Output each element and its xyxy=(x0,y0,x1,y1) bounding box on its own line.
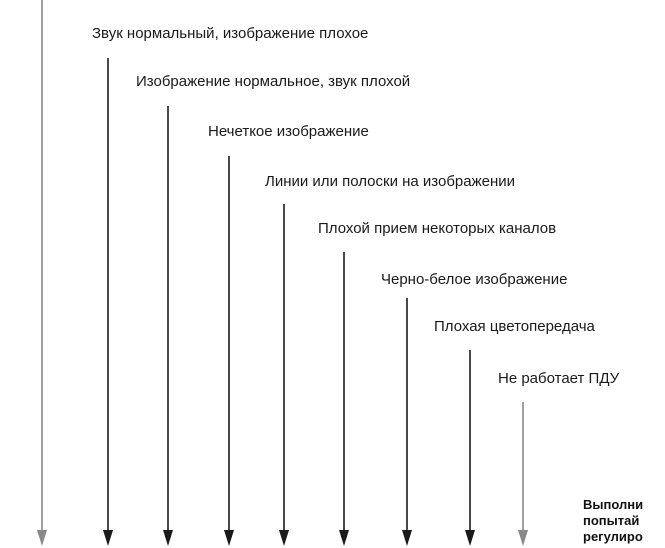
arrow-0 xyxy=(37,0,47,546)
instruction-note-line-2: попытай xyxy=(583,513,640,528)
symptom-label-3: Нечеткое изображение xyxy=(208,123,369,140)
instruction-note-line-3: регулиро xyxy=(583,530,643,544)
arrow-8 xyxy=(518,402,528,546)
arrow-4 xyxy=(279,204,289,546)
arrow-3 xyxy=(224,156,234,546)
symptom-label-6: Черно-белое изображение xyxy=(381,271,568,288)
arrow-7 xyxy=(465,350,475,546)
symptom-label-5: Плохой прием некоторых каналов xyxy=(318,220,557,237)
symptom-label-4: Линии или полоски на изображении xyxy=(265,173,516,190)
symptom-label-2: Изображение нормальное, звук плохой xyxy=(136,73,411,90)
symptom-label-1: Звук нормальный, изображение плохое xyxy=(92,25,369,42)
arrow-6 xyxy=(402,298,412,546)
symptom-label-7: Плохая цветопередача xyxy=(434,318,595,335)
arrow-1 xyxy=(103,58,113,546)
arrow-2 xyxy=(163,106,173,546)
symptom-label-8: Не работает ПДУ xyxy=(498,370,620,387)
instruction-note-line-1: Выполни xyxy=(583,497,644,512)
arrow-5 xyxy=(339,252,349,546)
